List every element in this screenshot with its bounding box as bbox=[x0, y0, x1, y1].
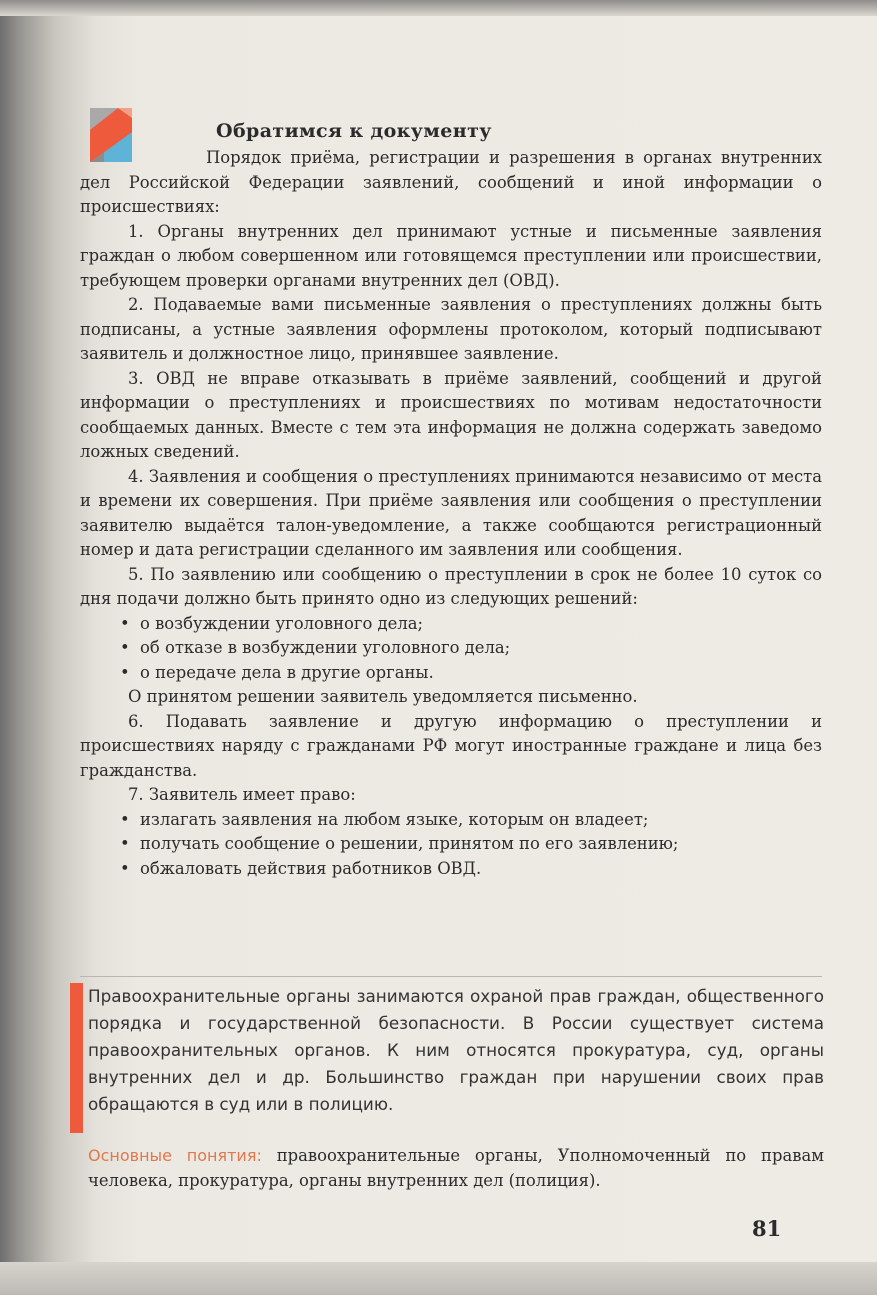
item-5-decision-list bbox=[80, 612, 822, 686]
document-intro: Порядок приёма, регистрации и разрешения в органах внутренних дел Российской Федерации заявлений, сообщений и иной информации о происшествиях: bbox=[80, 148, 822, 216]
document-item-4: 4. Заявления и сообщения о преступлениях принимаются независимо от места и времени их совершения. При приёме заявления или сообщения о преступлении заявителю выдаётся талон-уведомление, а также сообщаются регистрационный номер и дата регистрации сделанного им заявления или сообщения. bbox=[80, 466, 822, 559]
list-item: • излагать заявления на любом языке, которым он владеет; bbox=[120, 808, 822, 833]
item-5-note: О принятом решении заявитель уведомляется письменно. bbox=[128, 687, 638, 706]
list-item: • о возбуждении уголовного дела; bbox=[120, 612, 822, 637]
page-number: 81 bbox=[752, 1216, 782, 1241]
key-concepts-label: Основные понятия: bbox=[88, 1146, 262, 1165]
key-concepts bbox=[88, 1144, 824, 1193]
summary-accent-bar bbox=[70, 983, 83, 1133]
document-item-3: 3. ОВД не вправе отказывать в приёме заявлений, сообщений и другой информации о преступлениях и происшествиях по мотивам недостаточности сообщаемых данных. Вместе с тем эта информация не должна содержать заведомо ложных сведений. bbox=[80, 368, 822, 461]
section-divider bbox=[80, 976, 822, 977]
key-concepts-text: правоохранительные органы, Уполномоченный по правам человека, прокуратура, органы внутренних дел (полиция). bbox=[88, 1146, 824, 1190]
document-text bbox=[80, 146, 822, 881]
list-item: • о передаче дела в другие органы. bbox=[120, 661, 822, 686]
document-item-7: 7. Заявитель имеет право: bbox=[128, 785, 356, 804]
list-item: • получать сообщение о решении, принятом по его заявлению; bbox=[120, 832, 822, 857]
document-item-2: 2. Подаваемые вами письменные заявления о преступлениях должны быть подписаны, а устные заявления оформлены протоколом, который подписывают заявитель и должностное лицо, принявшее заявление. bbox=[80, 295, 822, 363]
scan-bottom-edge bbox=[0, 1262, 877, 1295]
list-item: • обжаловать действия работников ОВД. bbox=[120, 857, 822, 882]
item-7-rights-list bbox=[80, 808, 822, 882]
document-item-5: 5. По заявлению или сообщению о преступлении в срок не более 10 суток со дня подачи должно быть принято одно из следующих решений: bbox=[80, 564, 822, 608]
document-item-1: 1. Органы внутренних дел принимают устные и письменные заявления граждан о любом совершенном или готовящемся преступлении или происшествии, требующем проверки органами внутренних дел (ОВД). bbox=[80, 221, 822, 290]
summary-paragraph: Правоохранительные органы занимаются охраной прав граждан, общественного порядка и государственной безопасности. В России существует система правоохранительных органов. К ним относятся прокуратура, суд, органы внутренних дел и др. Большинство граждан при нарушении своих прав обращаются в суд или в полицию. bbox=[88, 986, 824, 1114]
scan-top-edge bbox=[0, 0, 877, 16]
document-item-6: 6. Подавать заявление и другую информацию о преступлении и происшествиях наряду с гражданами РФ могут иностранные граждане и лица без гражданства. bbox=[80, 711, 822, 780]
list-item: • об отказе в возбуждении уголовного дела; bbox=[120, 636, 822, 661]
document-heading: Обратимся к документу bbox=[216, 120, 492, 142]
